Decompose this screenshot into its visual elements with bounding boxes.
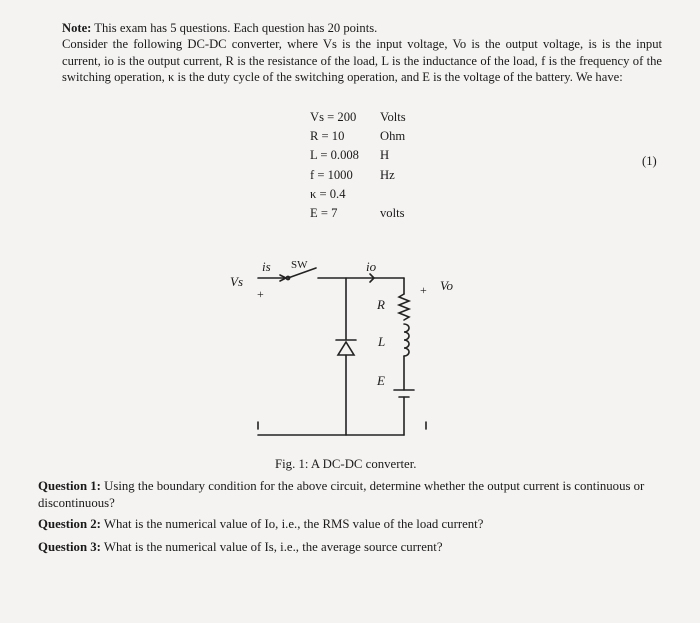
parameter-expression: Vs = 200 — [310, 110, 357, 124]
question-label: Question 3: — [38, 540, 101, 554]
parameter-expression: L = 0.008 — [310, 148, 359, 163]
source-current-label: is — [262, 259, 271, 274]
parameter-unit: Ohm — [380, 129, 406, 144]
inductor-symbol — [404, 324, 409, 356]
circuit-diagram — [220, 252, 460, 447]
question-text: What is the numerical value of Is, i.e., the average source current? — [100, 540, 443, 554]
question-1 — [38, 478, 688, 512]
input-voltage-label: Vs — [230, 274, 243, 289]
inductor-label: L — [378, 334, 386, 349]
output-plus-sign: + — [420, 283, 427, 297]
parameter-unit: Hz — [380, 167, 395, 182]
problem-description: Consider the following DC-DC converter, where Vs is the input voltage, Vo is the output voltage, is is the input current, io is the output current, R is the resistance of the load, L is the inductance of the load, f is the frequency of the switching operation, κ is the duty cycle of the switching operation, and E is the voltage of the battery. We have: — [62, 37, 662, 85]
parameter-unit: volts — [380, 205, 405, 220]
parameter-expression: E = 7 — [310, 205, 338, 220]
question-text: Using the boundary condition for the above circuit, determine whether the output current is continuous or discontinuous? — [38, 479, 645, 510]
question-3 — [38, 539, 688, 556]
parameter-expression: f = 1000 — [310, 167, 353, 182]
note-label: Note: — [62, 21, 92, 35]
parameter-expression: κ = 0.4 — [310, 186, 346, 201]
question-2 — [38, 516, 688, 533]
output-voltage-label: Vo — [440, 278, 453, 293]
note-text: This exam has 5 questions. Each question has 20 points. — [91, 21, 378, 35]
resistor-label: R — [377, 297, 385, 312]
parameter-unit: Volts — [380, 110, 406, 124]
resistor-symbol — [399, 294, 409, 320]
output-current-label: io — [366, 259, 377, 274]
figure-caption: Fig. 1: A DC-DC converter. — [275, 457, 417, 471]
question-label: Question 1: — [38, 479, 101, 493]
parameter-expression: R = 10 — [310, 129, 345, 144]
equation-number: (1) — [642, 154, 657, 168]
battery-label: E — [377, 373, 385, 388]
intro-paragraph — [62, 20, 662, 86]
question-label: Question 2: — [38, 517, 101, 531]
question-text: What is the numerical value of Io, i.e., the RMS value of the load current? — [100, 517, 484, 531]
input-plus-sign: + — [257, 287, 264, 301]
switch-label: SW — [291, 259, 308, 271]
parameter-unit: H — [380, 148, 390, 163]
diode-symbol — [338, 342, 354, 355]
